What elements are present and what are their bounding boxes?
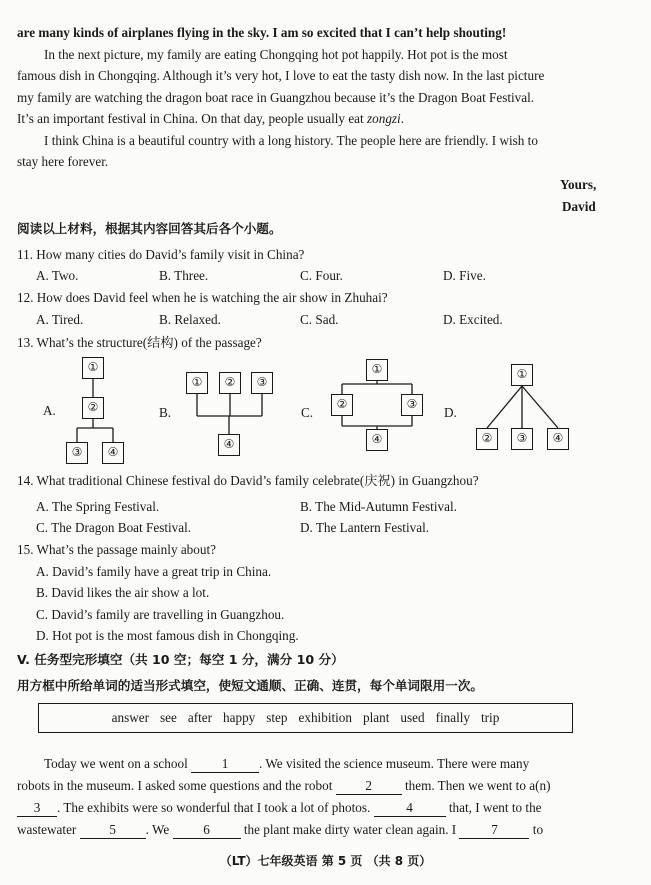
q13-option-d-letter[interactable]: D. — [444, 405, 457, 420]
passage-line: stay here forever. — [17, 154, 109, 169]
q15-option-b[interactable]: B. David likes the air show a lot. — [36, 585, 210, 600]
q12-option-d[interactable]: D. Excited. — [443, 312, 503, 327]
question-13-stem: 13. What’s the structure(结构) of the passage? — [17, 335, 262, 350]
q13-b-node-2: ② — [219, 372, 241, 394]
word-bank — [38, 703, 573, 733]
cloze-blank-2[interactable]: 2 — [336, 778, 402, 795]
q13-a-node-3: ③ — [66, 442, 88, 464]
cloze-blank-3[interactable]: 3 — [17, 800, 57, 817]
passage-line: are many kinds of airplanes flying in the sky. I am so excited that I can’t help shouting! — [17, 25, 507, 40]
question-14-stem: 14. What traditional Chinese festival do David’s family celebrate(庆祝) in Guangzhou? — [17, 473, 479, 488]
q11-option-d[interactable]: D. Five. — [443, 268, 486, 283]
letter-closing: Yours, — [560, 177, 597, 192]
word-bank-word: happy — [223, 710, 256, 726]
q15-option-c[interactable]: C. David’s family are travelling in Guangzhou. — [36, 607, 285, 622]
word-bank-word: after — [187, 710, 213, 726]
q13-c-node-4: ④ — [366, 429, 388, 451]
cloze-line: 3 . The exhibits were so wonderful that I took a lot of photos. 4 that, I went to the — [17, 797, 542, 819]
q13-a-node-2: ② — [82, 397, 104, 419]
q13-d-node-3: ③ — [511, 428, 533, 450]
q13-d-node-2: ② — [476, 428, 498, 450]
passage-line: I think China is a beautiful country with a long history. The people here are friendly. I wish to — [44, 133, 538, 148]
page-footer: （LT）七年级英语 第 5 页 （共 8 页） — [219, 854, 432, 868]
word-bank-word: exhibition — [298, 710, 352, 726]
cloze-line: robots in the museum. I asked some questions and the robot 2 them. Then we went to a(n) — [17, 778, 551, 793]
q11-option-c[interactable]: C. Four. — [300, 268, 343, 283]
q15-option-d[interactable]: D. Hot pot is the most famous dish in Chongqing. — [36, 628, 299, 643]
q13-c-node-2: ② — [331, 394, 353, 416]
q13-b-node-1: ① — [186, 372, 208, 394]
passage-line: my family are watching the dragon boat race in Guangzhou because it’s the Dragon Boat Festival. — [17, 90, 535, 105]
cloze-blank-6[interactable]: 6 — [173, 822, 241, 839]
q13-option-b-letter[interactable]: B. — [159, 405, 172, 420]
word-bank-word: answer — [111, 710, 150, 726]
question-12-stem: 12. How does David feel when he is watching the air show in Zhuhai? — [17, 290, 388, 305]
cloze-line: wastewater 5 . We 6 the plant make dirty water clean again. I 7 to — [17, 822, 544, 837]
q14-option-d[interactable]: D. The Lantern Festival. — [300, 520, 430, 535]
question-11-stem: 11. How many cities do David’s family visit in China? — [17, 247, 305, 262]
letter-signature: David — [562, 199, 596, 214]
q13-c-node-3: ③ — [401, 394, 423, 416]
q13-a-node-4: ④ — [102, 442, 124, 464]
q15-option-a[interactable]: A. David’s family have a great trip in China. — [36, 564, 272, 579]
reading-instruction: 阅读以上材料，根据其内容回答其后各个小题。 — [17, 221, 282, 236]
cloze-blank-7[interactable]: 7 — [459, 822, 529, 839]
q14-option-c[interactable]: C. The Dragon Boat Festival. — [36, 520, 192, 535]
cloze-blank-4[interactable]: 4 — [374, 800, 446, 817]
q13-option-c-letter[interactable]: C. — [301, 405, 314, 420]
cloze-line: Today we went on a school 1 . We visited the science museum. There were many — [44, 756, 530, 771]
word-bank-word: see — [160, 710, 177, 726]
q12-option-b[interactable]: B. Relaxed. — [159, 312, 221, 327]
section-5-instruction: 用方框中所给单词的适当形式填空，使短文通顺、正确、连贯，每个单词限用一次。 — [17, 678, 483, 693]
italic-word: zongzi — [367, 111, 401, 126]
q14-option-b[interactable]: B. The Mid-Autumn Festival. — [300, 499, 457, 514]
word-bank-word: plant — [363, 710, 390, 726]
q11-option-a[interactable]: A. Two. — [36, 268, 79, 283]
word-bank-word: trip — [481, 710, 500, 726]
q13-option-a-letter[interactable]: A. — [43, 403, 56, 418]
q12-option-a[interactable]: A. Tired. — [36, 312, 84, 327]
q13-d-node-1: ① — [511, 364, 533, 386]
q13-d-node-4: ④ — [547, 428, 569, 450]
word-bank-word: finally — [435, 710, 470, 726]
cloze-blank-1[interactable]: 1 — [191, 756, 259, 773]
q13-a-node-1: ① — [82, 357, 104, 379]
cloze-blank-5[interactable]: 5 — [80, 822, 146, 839]
word-bank-word: step — [266, 710, 288, 726]
passage-line: In the next picture, my family are eating Chongqing hot pot happily. Hot pot is the most — [44, 47, 508, 62]
q13-b-node-4: ④ — [218, 434, 240, 456]
q14-option-a[interactable]: A. The Spring Festival. — [36, 499, 160, 514]
q13-c-node-1: ① — [366, 359, 388, 381]
question-15-stem: 15. What’s the passage mainly about? — [17, 542, 216, 557]
passage-line: It’s an important festival in China. On that day, people usually eat zongzi. — [17, 111, 405, 126]
word-bank-word: used — [400, 710, 425, 726]
q11-option-b[interactable]: B. Three. — [159, 268, 209, 283]
q13-b-node-3: ③ — [251, 372, 273, 394]
q12-option-c[interactable]: C. Sad. — [300, 312, 339, 327]
passage-line: famous dish in Chongqing. Although it’s very hot, I love to eat the tasty dish now. In the last picture — [17, 68, 545, 83]
section-5-heading: V. 任务型完形填空（共 10 空；每空 1 分，满分 10 分） — [17, 652, 344, 667]
